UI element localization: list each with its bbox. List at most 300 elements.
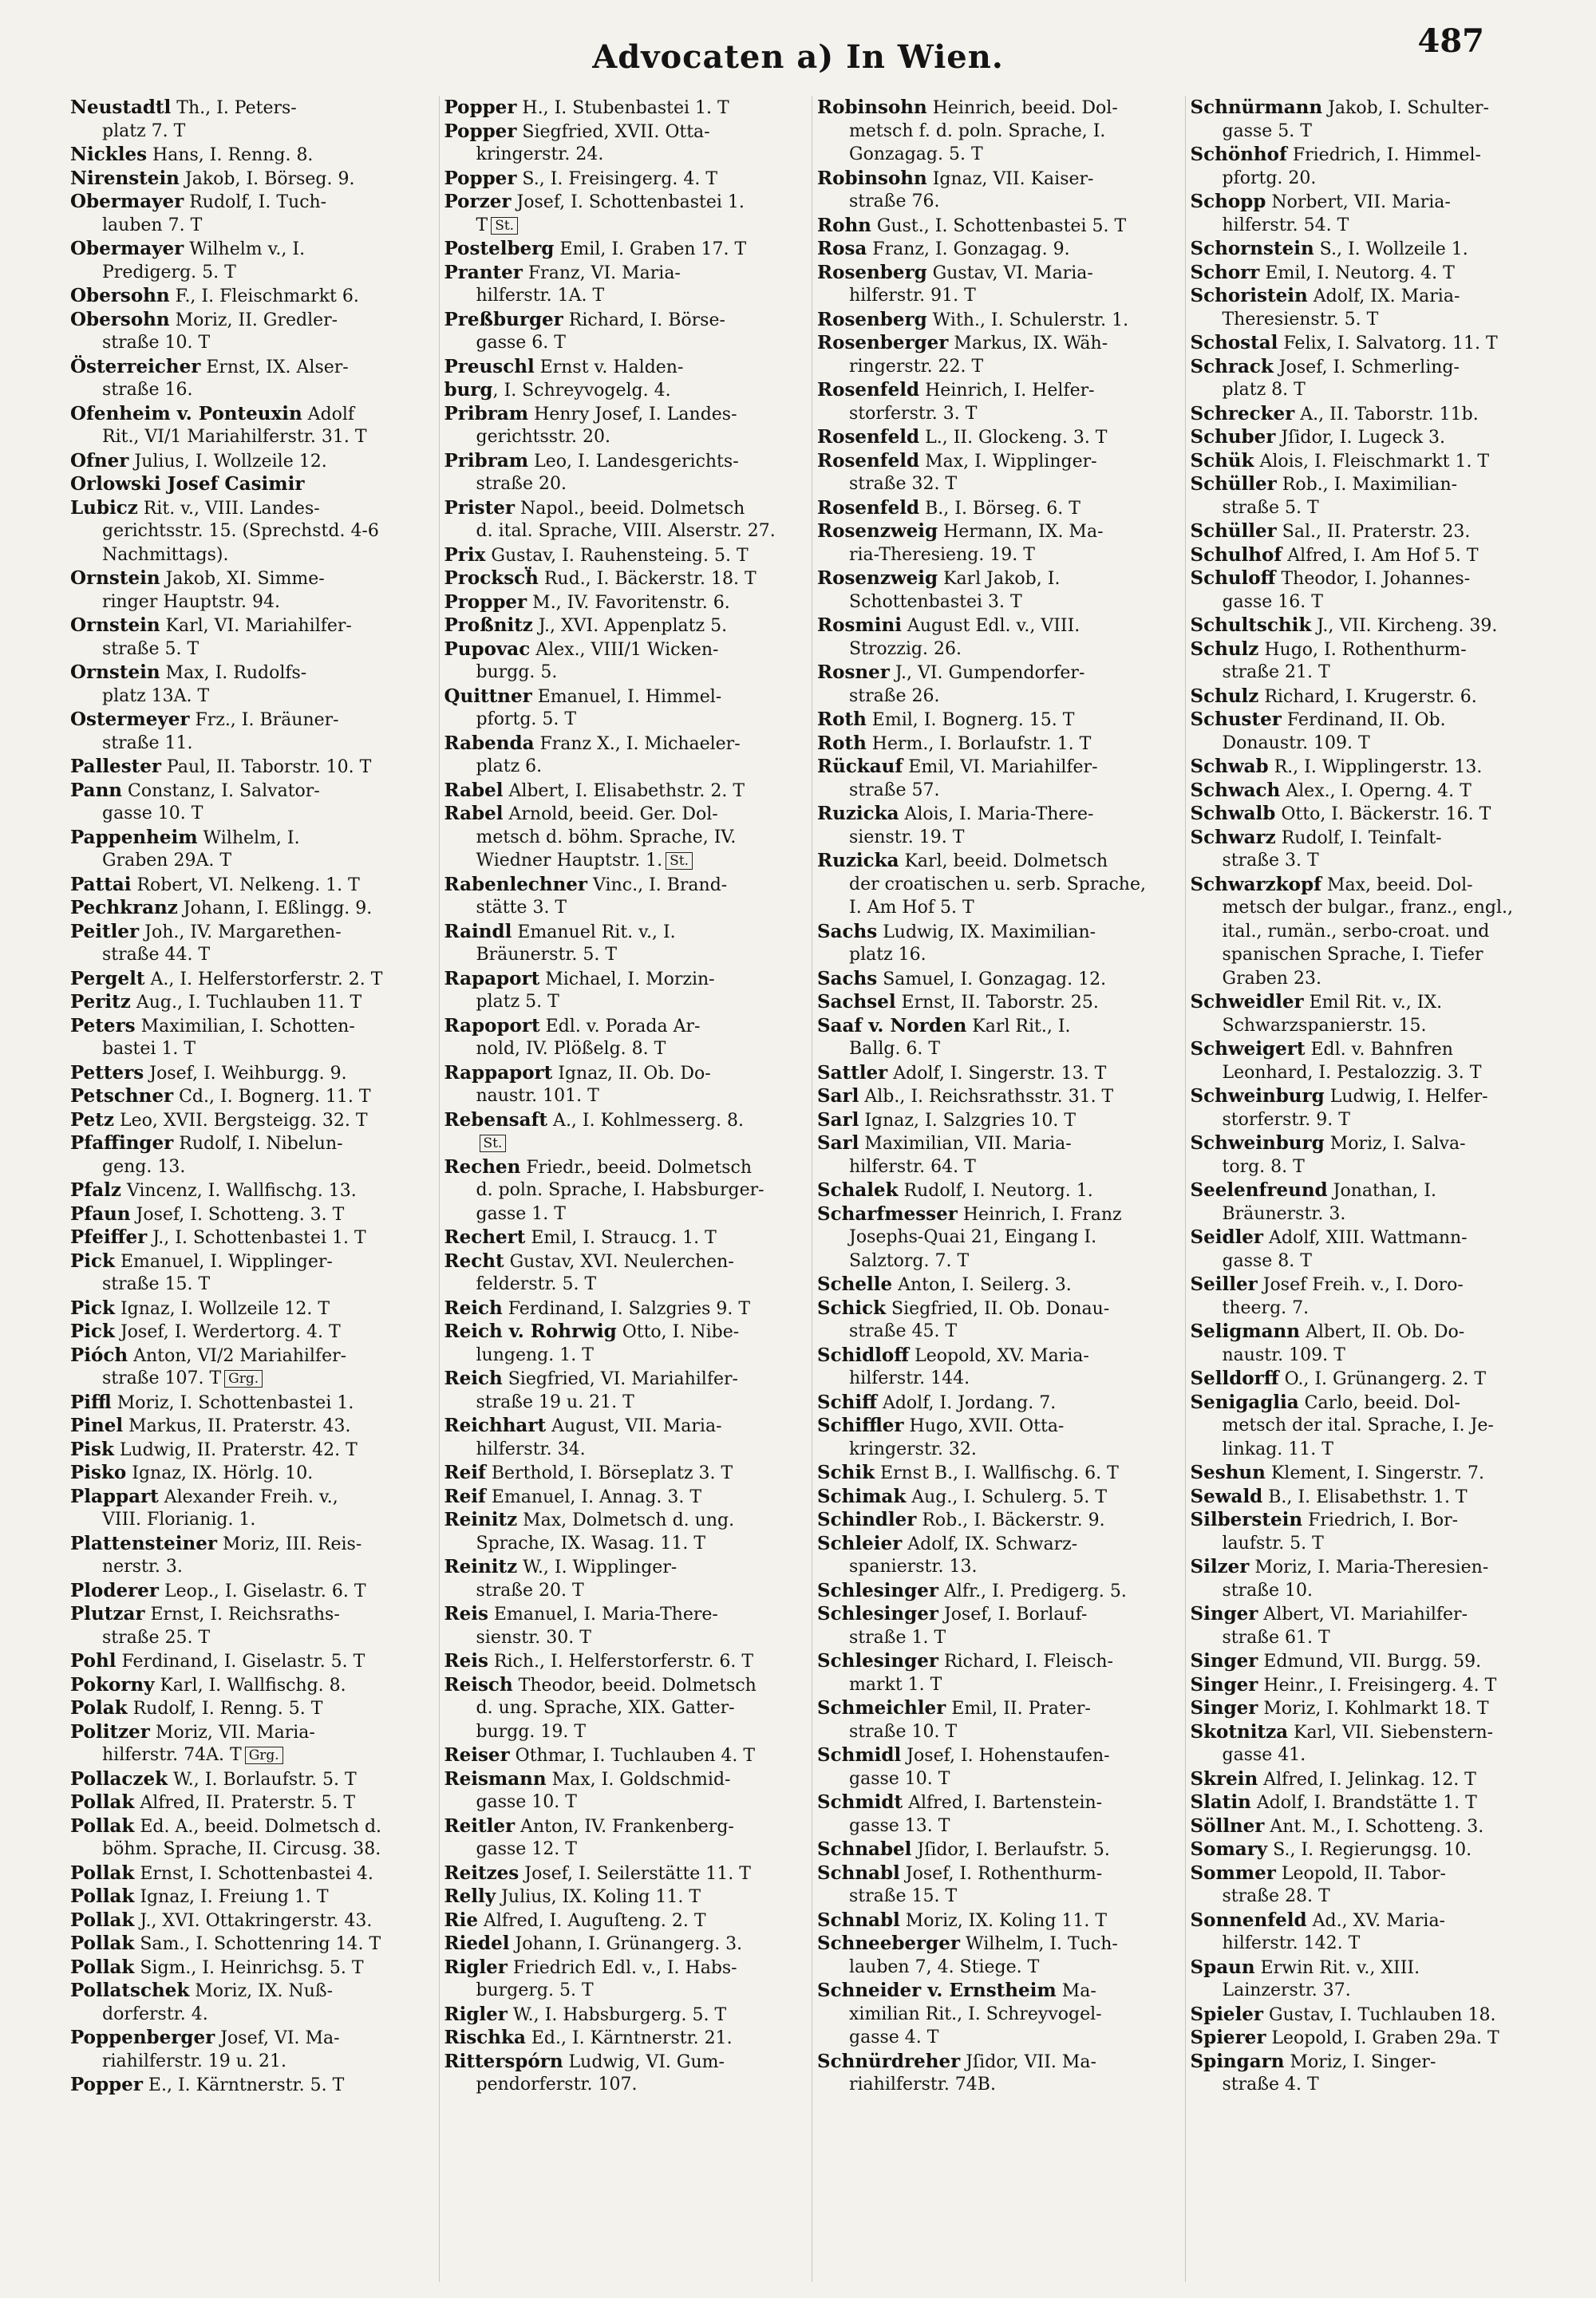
entry-continuation [817, 1673, 1177, 1697]
entry-text: straße 3. T [1222, 851, 1319, 871]
directory-entry [70, 1979, 431, 2003]
directory-entry [444, 120, 804, 144]
entry-text: Max, I. Rudolfs- [160, 663, 307, 683]
directory-entry [444, 1673, 804, 1697]
entry-continuation [817, 2003, 1177, 2027]
entry-text: lauben 7, 4. Stiege. T [849, 1956, 1040, 1977]
entry-text: Gustav, VI. Maria- [926, 263, 1093, 283]
entry-name: Peitler [70, 920, 140, 942]
entry-continuation [817, 1767, 1177, 1791]
entry-text: Emil, VI. Mariahilfer- [903, 757, 1098, 777]
directory-entry [1191, 2050, 1551, 2074]
entry-continuation [70, 849, 431, 873]
directory-entry [444, 308, 804, 332]
entry-name: Petters [70, 1061, 144, 1084]
entry-text: Adolf, XIII. Wattmann- [1263, 1228, 1468, 1248]
entry-name: Schnürdreher [817, 2050, 961, 2072]
entry-text: Leopold, II. Tabor- [1275, 1863, 1446, 1884]
entry-name: Rosenfeld [817, 496, 920, 519]
entry-name: Schüller [1190, 473, 1277, 495]
directory-entry [1191, 1131, 1551, 1155]
entry-text: nold, IV. Plößelg. 8. T [476, 1039, 666, 1059]
directory-entry [1191, 567, 1551, 590]
entry-text: A., I. Helferstorferstr. 2. T [144, 969, 383, 989]
entry-text: Ant. M., I. Schotteng. 3. [1264, 1816, 1484, 1837]
entry-text: dorferstr. 4. [102, 2004, 208, 2024]
entry-text: straße 16. [102, 380, 193, 400]
directory-entry [444, 1649, 804, 1673]
entry-name: Schindler [817, 1509, 917, 1530]
directory-entry [70, 1084, 431, 1108]
entry-text: Sprache, IX. Wasag. 11. T [476, 1533, 706, 1554]
directory-entry [1191, 614, 1551, 638]
directory-entry [817, 1461, 1177, 1485]
entry-continuation [444, 143, 804, 167]
entry-text: Josef, I. Rothenthurm- [899, 1863, 1103, 1884]
entry-text: J., XVI. Ottakringerstr. 43. [134, 1910, 373, 1931]
directory-entry [70, 472, 431, 496]
entry-name: Schnabl [817, 1909, 900, 1931]
directory-entry [1191, 237, 1551, 261]
entry-text: straße 1. T [849, 1627, 946, 1648]
directory-entry [817, 308, 1177, 332]
entry-name: Rosenberg [817, 261, 927, 283]
entry-text: Ludwig, IX. Maximilian- [877, 922, 1096, 942]
entry-name: Seligmann [1190, 1321, 1300, 1342]
entry-text: ringer Hauptstr. 94. [102, 591, 280, 612]
directory-entry [1191, 1862, 1551, 1885]
entry-name: Schulz [1190, 685, 1259, 707]
directory-entry [817, 425, 1177, 449]
entry-name: Schuloff [1190, 567, 1276, 589]
entry-text: Alexander Freih. v., [158, 1487, 338, 1507]
entry-name: Schiff [817, 1391, 877, 1413]
entry-text: Sam., I. Schottenring 14. T [134, 1934, 381, 1954]
entry-continuation [1191, 1202, 1551, 1226]
entry-text: I. Am Hof 5. T [849, 898, 974, 918]
entry-name: Skrein [1190, 1767, 1258, 1790]
entry-text: Franz, I. Gonzagag. 9. [867, 239, 1070, 259]
directory-entry [444, 2050, 804, 2074]
entry-name: Ploderer [70, 1579, 159, 1601]
entry-continuation [444, 849, 804, 873]
entry-continuation [817, 1885, 1177, 1909]
entry-text: Donaustr. 109. T [1222, 732, 1370, 753]
directory-entry [817, 1862, 1177, 1885]
entry-name: Pfaffinger [70, 1132, 174, 1154]
directory-entry [444, 190, 804, 214]
entry-text: Jakob, I. Börseg. 9. [179, 168, 355, 189]
entry-text: Lainzerstr. 37. [1222, 1980, 1351, 2000]
entry-name: Relly [444, 1885, 496, 1907]
entry-text: Robert, VI. Nelkeng. 1. T [131, 875, 360, 895]
entry-name: Popper [70, 2074, 143, 2095]
entry-text: Rudolf, I. Neutorg. 1. [898, 1181, 1093, 1201]
column-2 [439, 96, 812, 2282]
entry-text: Adolf, I. Brandstätte 1. T [1250, 1793, 1477, 1813]
directory-entry [1191, 1179, 1551, 1202]
entry-text: Wilhelm, I. Tuch- [960, 1934, 1118, 1954]
entry-continuation [1191, 1532, 1551, 1556]
entry-text: Aug., I. Schulerg. 5. T [906, 1487, 1108, 1507]
directory-entry [817, 1791, 1177, 1814]
entry-text: Johann, I. Eßlingg. 9. [177, 898, 373, 918]
entry-name: Ruzicka [817, 850, 899, 871]
entry-continuation [70, 1273, 431, 1297]
directory-entry [444, 1814, 804, 1838]
entry-text: Maximilian, I. Schotten- [135, 1016, 355, 1036]
entry-name: Sarl [817, 1085, 859, 1107]
entry-text: A., I. Kohlmesserg. 8. [547, 1110, 744, 1131]
directory-entry [1191, 1320, 1551, 1344]
entry-name: Pappenheim [70, 826, 198, 848]
entry-name: Rechert [444, 1226, 526, 1248]
directory-entry [1191, 1226, 1551, 1250]
entry-text: Karl, I. Wallfischg. 8. [154, 1675, 346, 1696]
entry-name: Orlowski Josef Casimir [70, 473, 305, 495]
entry-text: Rob., I. Bäckerstr. 9. [916, 1510, 1105, 1530]
directory-entry [817, 331, 1177, 355]
entry-text: straße 25. T [102, 1627, 211, 1648]
entry-text: Richard, I. Krugerstr. 6. [1258, 686, 1477, 707]
directory-entry [817, 214, 1177, 238]
entry-name: Rosenfeld [817, 449, 920, 472]
entry-text: R., I. Wipplingerstr. 13. [1268, 757, 1483, 777]
entry-text: Felix, I. Salvatorg. 11. T [1278, 334, 1498, 353]
entry-name: Schrack [1190, 355, 1274, 377]
directory-entry [817, 1979, 1177, 2003]
entry-text: gasse 41. [1222, 1745, 1306, 1765]
directory-entry [1191, 1391, 1551, 1415]
directory-entry [70, 1579, 431, 1603]
entry-text: Moriz, I. Singer- [1284, 2051, 1436, 2072]
entry-text: ital., rumän., serbo-croat. und [1222, 921, 1490, 942]
entry-text: J., I. Schottenbastei 1. T [147, 1228, 366, 1248]
entry-text: pfortg. 20. [1222, 168, 1317, 188]
entry-name: Reif [444, 1485, 486, 1507]
entry-name: Schiffler [817, 1415, 904, 1436]
entry-text: Arnold, beeid. Ger. Dol- [503, 804, 718, 824]
directory-entry [70, 1767, 431, 1791]
entry-text: straße 4. T [1222, 2075, 1319, 2095]
entry-continuation [817, 472, 1177, 496]
entry-text: W., I. Borlaufstr. 5. T [168, 1769, 357, 1790]
page-number: 487 [1417, 22, 1484, 60]
directory-entry [444, 543, 804, 567]
entry-name: Sachsel [817, 991, 896, 1013]
directory-entry [817, 1344, 1177, 1368]
entry-continuation [70, 1155, 431, 1179]
entry-continuation [444, 1438, 804, 1462]
entry-continuation [1191, 1438, 1551, 1462]
entry-text: Richard, I. Börse- [563, 310, 725, 330]
entry-text: Leo, XVII. Bergsteigg. 32. T [114, 1110, 368, 1131]
entry-name: Nirenstein [70, 167, 180, 189]
entry-text: theerg. 7. [1222, 1297, 1310, 1318]
directory-entry [817, 920, 1177, 944]
entry-text: Salztorg. 7. T [849, 1250, 970, 1271]
entry-text: straße 10. T [102, 333, 211, 353]
entry-continuation [817, 1814, 1177, 1838]
entry-text: Karl Rit., I. [966, 1016, 1071, 1036]
entry-text: ringerstr. 22. T [849, 356, 984, 377]
entry-continuation [444, 661, 804, 685]
entry-text: Friedr., beeid. Dolmetsch [520, 1157, 752, 1178]
directory-entry [817, 1508, 1177, 1532]
entry-text: Franz, VI. Maria- [522, 263, 681, 283]
entry-name: Singer [1190, 1603, 1258, 1625]
entry-name: Singer [1190, 1673, 1258, 1696]
entry-name: Ofner [70, 449, 129, 472]
entry-name: Pollak [70, 1933, 135, 1954]
entry-name: Rappaport [444, 1061, 553, 1084]
directory-entry [70, 449, 431, 473]
directory-entry [1191, 261, 1551, 285]
directory-entry [70, 1532, 431, 1556]
entry-continuation [1191, 849, 1551, 873]
directory-entry [444, 237, 804, 261]
entry-continuation [444, 1202, 804, 1226]
entry-text: Moriz, I. Salva- [1324, 1134, 1466, 1154]
directory-entry [817, 449, 1177, 473]
entry-text: Albert, I. Elisabethstr. 2. T [503, 780, 745, 801]
entry-continuation [70, 732, 431, 756]
entry-name: Ruzicka [817, 803, 899, 824]
entry-text: Klement, I. Singerstr. 7. [1265, 1463, 1484, 1483]
entry-continuation [817, 120, 1177, 144]
entry-text: Rudolf, I. Renng. 5. T [127, 1699, 323, 1719]
entry-continuation [444, 755, 804, 779]
entry-text: Edl. v. Bahnfren [1305, 1040, 1453, 1060]
directory-entry [70, 1202, 431, 1226]
entry-continuation [1191, 167, 1551, 191]
entry-name: Schuber [1190, 426, 1276, 448]
entry-text: Otto, I. Nibe- [616, 1322, 740, 1342]
entry-name: Pollatschek [70, 1980, 190, 2001]
directory-entry [70, 567, 431, 590]
entry-continuation [70, 943, 431, 967]
entry-name: Schultschik [1190, 614, 1312, 636]
entry-name: Obersohn [70, 308, 170, 330]
entry-name: Rebensaft [444, 1108, 548, 1131]
directory-entry [444, 1461, 804, 1485]
entry-continuation [1191, 120, 1551, 144]
entry-text: Alex., VIII/1 Wicken- [530, 639, 719, 660]
entry-name: Ornstein [70, 614, 160, 636]
entry-name: Reiser [444, 1744, 510, 1766]
entry-text: kringerstr. 32. [849, 1439, 977, 1459]
entry-name: Obermayer [70, 191, 184, 212]
directory-entry [817, 1108, 1177, 1132]
entry-name: Schulz [1190, 638, 1259, 660]
entry-text: Siegfried, XVII. Otta- [516, 121, 710, 142]
entry-name: Pupovac [444, 638, 531, 660]
directory-entry [70, 237, 431, 261]
entry-name: Nickles [70, 144, 148, 165]
entry-text: Emil, I. Neutorg. 4. T [1259, 263, 1455, 283]
entry-name: Schlesinger [817, 1603, 938, 1625]
directory-entry [70, 167, 431, 191]
directory-entry [444, 2026, 804, 2050]
directory-entry [1191, 1508, 1551, 1532]
entry-continuation [1191, 1297, 1551, 1321]
entry-text: Markus, II. Praterstr. 43. [123, 1416, 351, 1436]
entry-text: Ignaz, I. Wollzeile 12. T [114, 1298, 330, 1319]
page-header [0, 22, 1596, 76]
entry-continuation [1191, 1579, 1551, 1603]
entry-text: platz 5. T [476, 992, 559, 1012]
directory-entry [1191, 402, 1551, 426]
entry-name: Polak [70, 1697, 128, 1719]
entry-text: Ernst, IX. Alser- [200, 357, 349, 377]
entry-text: hilferstr. 142. T [1222, 1933, 1361, 1953]
directory-entry [444, 1014, 804, 1038]
entry-text: Heinrich, beeid. Dol- [926, 98, 1118, 118]
entry-continuation [444, 1720, 804, 1744]
entry-text: metsch der ital. Sprache, I. Je- [1222, 1416, 1494, 1435]
entry-continuation [444, 990, 804, 1014]
entry-name: Schwarz [1190, 826, 1276, 848]
entry-text: Karl, VII. Siebenstern- [1288, 1722, 1494, 1743]
entry-name: Schwalb [1190, 803, 1276, 824]
entry-text: d. ung. Sprache, XIX. Gatter- [476, 1698, 735, 1718]
directory-entry [70, 1862, 431, 1885]
entry-name: Pollak [70, 1956, 135, 1978]
entry-name: Rosa [817, 238, 867, 259]
entry-name: Rischka [444, 2027, 526, 2048]
directory-entry [817, 1485, 1177, 1509]
directory-entry [444, 1743, 804, 1767]
entry-name: Schalek [817, 1179, 899, 1201]
entry-continuation [1191, 1155, 1551, 1179]
entry-name: Seshun [1190, 1462, 1266, 1483]
entry-name: Reich v. Rohrwig [444, 1321, 617, 1342]
entry-text: S., I. Wollzeile 1. [1314, 239, 1468, 259]
entry-text: August, VII. Maria- [546, 1416, 722, 1436]
entry-continuation [1191, 1250, 1551, 1273]
entry-continuation [817, 1155, 1177, 1179]
entry-name: Schweinburg [1190, 1085, 1325, 1107]
entry-text: Strozzig. 26. [849, 638, 962, 659]
entry-continuation [444, 1696, 804, 1720]
entry-text: S., I. Regierungsg. 10. [1267, 1840, 1472, 1860]
entry-text: Wiedner Hauptstr. 1. [476, 851, 663, 871]
entry-text: Theodor, beeid. Dolmetsch [512, 1675, 757, 1696]
entry-continuation [1191, 1014, 1551, 1038]
entry-text: Emanuel, I. Annag. 3. T [485, 1487, 702, 1507]
entry-name: Pann [70, 779, 123, 801]
entry-continuation [817, 896, 1177, 920]
entry-continuation [1191, 1979, 1551, 2003]
directory-entry [817, 732, 1177, 756]
entry-continuation [1191, 732, 1551, 756]
directory-entry [1191, 1720, 1551, 1744]
entry-text: Ludwig, II. Praterstr. 42. T [113, 1439, 358, 1460]
entry-name: Rosenfeld [817, 379, 920, 401]
entry-continuation [444, 331, 804, 355]
directory-entry [70, 873, 431, 897]
entry-continuation [70, 802, 431, 826]
directory-entry [70, 1461, 431, 1485]
directory-entry [70, 1061, 431, 1085]
entry-continuation [444, 1179, 804, 1202]
entry-name: Schlesinger [817, 1579, 938, 1601]
entry-name: Rigler [444, 2003, 508, 2025]
entry-name: Sewald [1190, 1485, 1263, 1507]
entry-text: With., I. Schulerstr. 1. [926, 310, 1129, 330]
entry-text: gasse 16. T [1222, 591, 1323, 612]
entry-text: hilferstr. 144. [849, 1368, 970, 1388]
directory-entry [70, 1131, 431, 1155]
entry-text: gerichtsstr. 15. (Sprechstd. 4-6 [102, 521, 379, 541]
directory-entry [1191, 2026, 1551, 2050]
directory-entry [444, 1155, 804, 1179]
entry-text: platz 6. [476, 756, 543, 776]
entry-continuation [444, 284, 804, 308]
entry-text: Alex., I. Operng. 4. T [1280, 780, 1472, 801]
directory-entry [817, 614, 1177, 638]
entry-continuation [1191, 590, 1551, 614]
entry-continuation [1191, 1061, 1551, 1085]
directory-entry [70, 614, 431, 638]
entry-text: Alfr., I. Predigerg. 5. [938, 1581, 1127, 1601]
directory-entry [1191, 685, 1551, 709]
entry-name: Pisko [70, 1462, 127, 1483]
entry-text: Emil, I. Graben 17. T [554, 239, 747, 259]
entry-text: riahilferstr. 19 u. 21. [102, 2051, 286, 2071]
entry-text: Josef, I. Schottenbastei 1. [511, 192, 745, 212]
entry-text: hilferstr. 34. [476, 1439, 586, 1459]
entry-text: straße 32. T [849, 474, 958, 494]
directory-entry [444, 402, 804, 426]
boxed-marker: St. [666, 852, 693, 870]
directory-entry [70, 1179, 431, 1202]
entry-continuation [70, 2003, 431, 2027]
entry-name: Schuster [1190, 709, 1282, 730]
entry-text: F., I. Fleischmarkt 6. [169, 286, 359, 306]
entry-name: Pergelt [70, 967, 145, 989]
entry-name: Rohn [817, 214, 871, 236]
entry-text: Michael, I. Morzin- [539, 969, 715, 989]
boxed-marker: Grg. [245, 1747, 283, 1764]
entry-continuation [1191, 308, 1551, 332]
entry-text: Emanuel Rit. v., I. [512, 922, 676, 942]
entry-text: Nachmittags). [102, 544, 229, 565]
directory-entry [817, 849, 1177, 873]
directory-entry [70, 1391, 431, 1415]
entry-name: Pisk [70, 1438, 114, 1460]
entry-text: Rudolf, I. Nibelun- [173, 1134, 343, 1154]
entry-name: Pribram [444, 449, 529, 472]
entry-name: Pollak [70, 1862, 135, 1884]
entry-name: Rückauf [817, 756, 903, 777]
entry-name: Proßnitz [444, 614, 533, 636]
entry-name: Schweidler [1190, 991, 1304, 1013]
entry-text: Moriz, I. Maria-Theresien- [1249, 1558, 1489, 1577]
entry-text: Albert, VI. Mariahilfer- [1258, 1605, 1468, 1625]
entry-continuation [444, 1791, 804, 1814]
entry-text: Paul, II. Taborstr. 10. T [161, 757, 372, 777]
entry-text: Alfred, I. Auguſteng. 2. T [478, 1910, 706, 1931]
directory-entry [1191, 1696, 1551, 1720]
entry-text: straße 10. T [849, 1721, 958, 1742]
entry-text: Rud., I. Bäckerstr. 18. T [538, 569, 757, 589]
entry-text: Edmund, VII. Burgg. 59. [1258, 1652, 1482, 1672]
entry-name: Scharfmesser [817, 1202, 958, 1225]
entry-name: Robinsohn [817, 97, 927, 118]
entry-name: Spieler [1190, 2003, 1264, 2025]
entry-text: straße 45. T [849, 1321, 958, 1341]
